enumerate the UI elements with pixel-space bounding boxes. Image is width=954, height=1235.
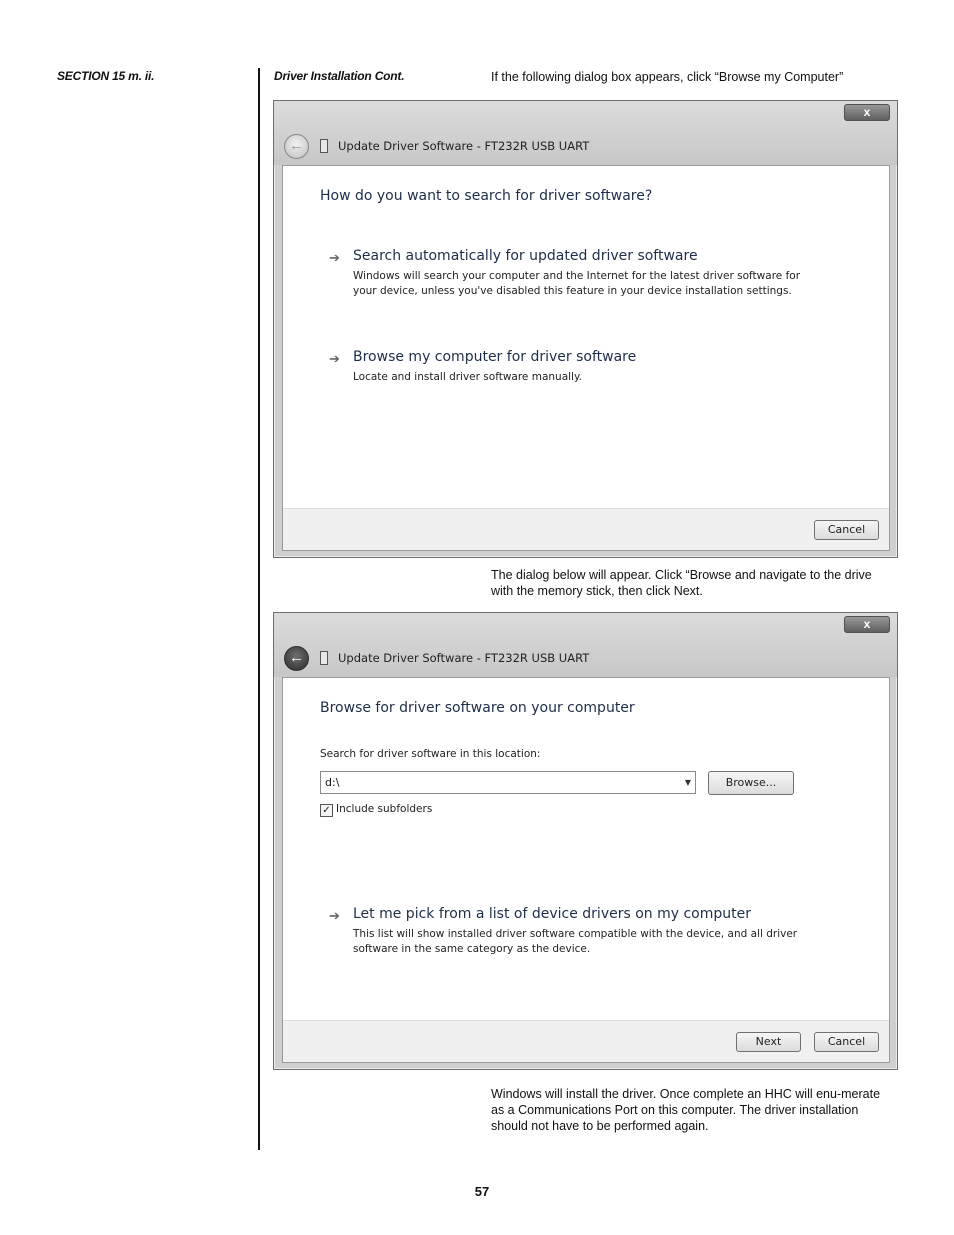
usb-device-icon xyxy=(320,651,328,665)
next-button[interactable]: Next xyxy=(736,1032,801,1052)
instruction-text-1: If the following dialog box appears, click “Browse my Computer” xyxy=(491,70,844,84)
update-driver-dialog-search xyxy=(273,100,898,558)
dialog-content xyxy=(282,677,890,1063)
option-title: Search automatically for updated driver software xyxy=(353,248,698,264)
dialog-footer xyxy=(283,508,889,550)
arrow-right-icon: ➔ xyxy=(329,351,340,366)
dialog-titlebar xyxy=(274,613,897,677)
dialog-title: Update Driver Software - FT232R USB UART xyxy=(338,651,590,665)
option-description: Windows will search your computer and the Internet for the latest driver software for your device, unless you've disabled this feature in your device installation settings. xyxy=(353,270,801,297)
search-location-label: Search for driver software in this location: xyxy=(320,748,541,760)
subsection-label: Driver Installation Cont. xyxy=(274,69,405,83)
option-title: Let me pick from a list of device drivers on my computer xyxy=(353,906,752,922)
close-icon: x xyxy=(863,105,871,119)
dialog-heading: How do you want to search for driver software? xyxy=(320,188,653,204)
back-button[interactable] xyxy=(284,646,309,671)
location-value: d:\ xyxy=(325,776,340,789)
arrow-right-icon: ➔ xyxy=(329,908,340,923)
dialog-footer xyxy=(283,1020,889,1062)
close-button[interactable] xyxy=(844,104,890,121)
dialog-heading: Browse for driver software on your computer xyxy=(320,700,635,716)
arrow-right-icon: ➔ xyxy=(329,250,340,265)
instruction-text-3: Windows will install the driver. Once complete an HHC will enu-merate as a Communications Port on this computer. The driver installation should not have to be performed again. xyxy=(491,1087,881,1133)
browse-button[interactable]: Browse... xyxy=(708,771,794,795)
option-description: This list will show installed driver software compatible with the device, and all driver software in the same category as the device. xyxy=(353,928,798,955)
checkmark-icon: ✓ xyxy=(322,805,331,816)
location-combobox[interactable] xyxy=(320,771,696,794)
close-button[interactable] xyxy=(844,616,890,633)
back-arrow-icon: ← xyxy=(289,649,304,666)
option-title: Browse my computer for driver software xyxy=(353,349,637,365)
back-arrow-icon: ← xyxy=(289,137,304,154)
dropdown-arrow-icon[interactable]: ▼ xyxy=(684,778,691,787)
usb-device-icon xyxy=(320,139,328,153)
dialog-content xyxy=(282,165,890,551)
back-button[interactable] xyxy=(284,134,309,159)
column-divider xyxy=(258,68,260,1150)
dialog-title: Update Driver Software - FT232R USB UART xyxy=(338,139,590,153)
dialog-titlebar xyxy=(274,101,897,165)
cancel-button[interactable]: Cancel xyxy=(814,1032,879,1052)
cancel-button[interactable]: Cancel xyxy=(814,520,879,540)
option-description: Locate and install driver software manually. xyxy=(353,371,583,383)
close-icon: x xyxy=(863,617,871,631)
page-number: 57 xyxy=(474,1184,490,1199)
section-label: SECTION 15 m. ii. xyxy=(57,69,155,83)
include-subfolders-label: Include subfolders xyxy=(336,803,433,815)
include-subfolders-checkbox[interactable] xyxy=(320,804,333,817)
instruction-text-2: The dialog below will appear. Click “Browse and navigate to the drive with the memory stick, then click Next. xyxy=(491,568,872,598)
update-driver-dialog-browse xyxy=(273,612,898,1070)
